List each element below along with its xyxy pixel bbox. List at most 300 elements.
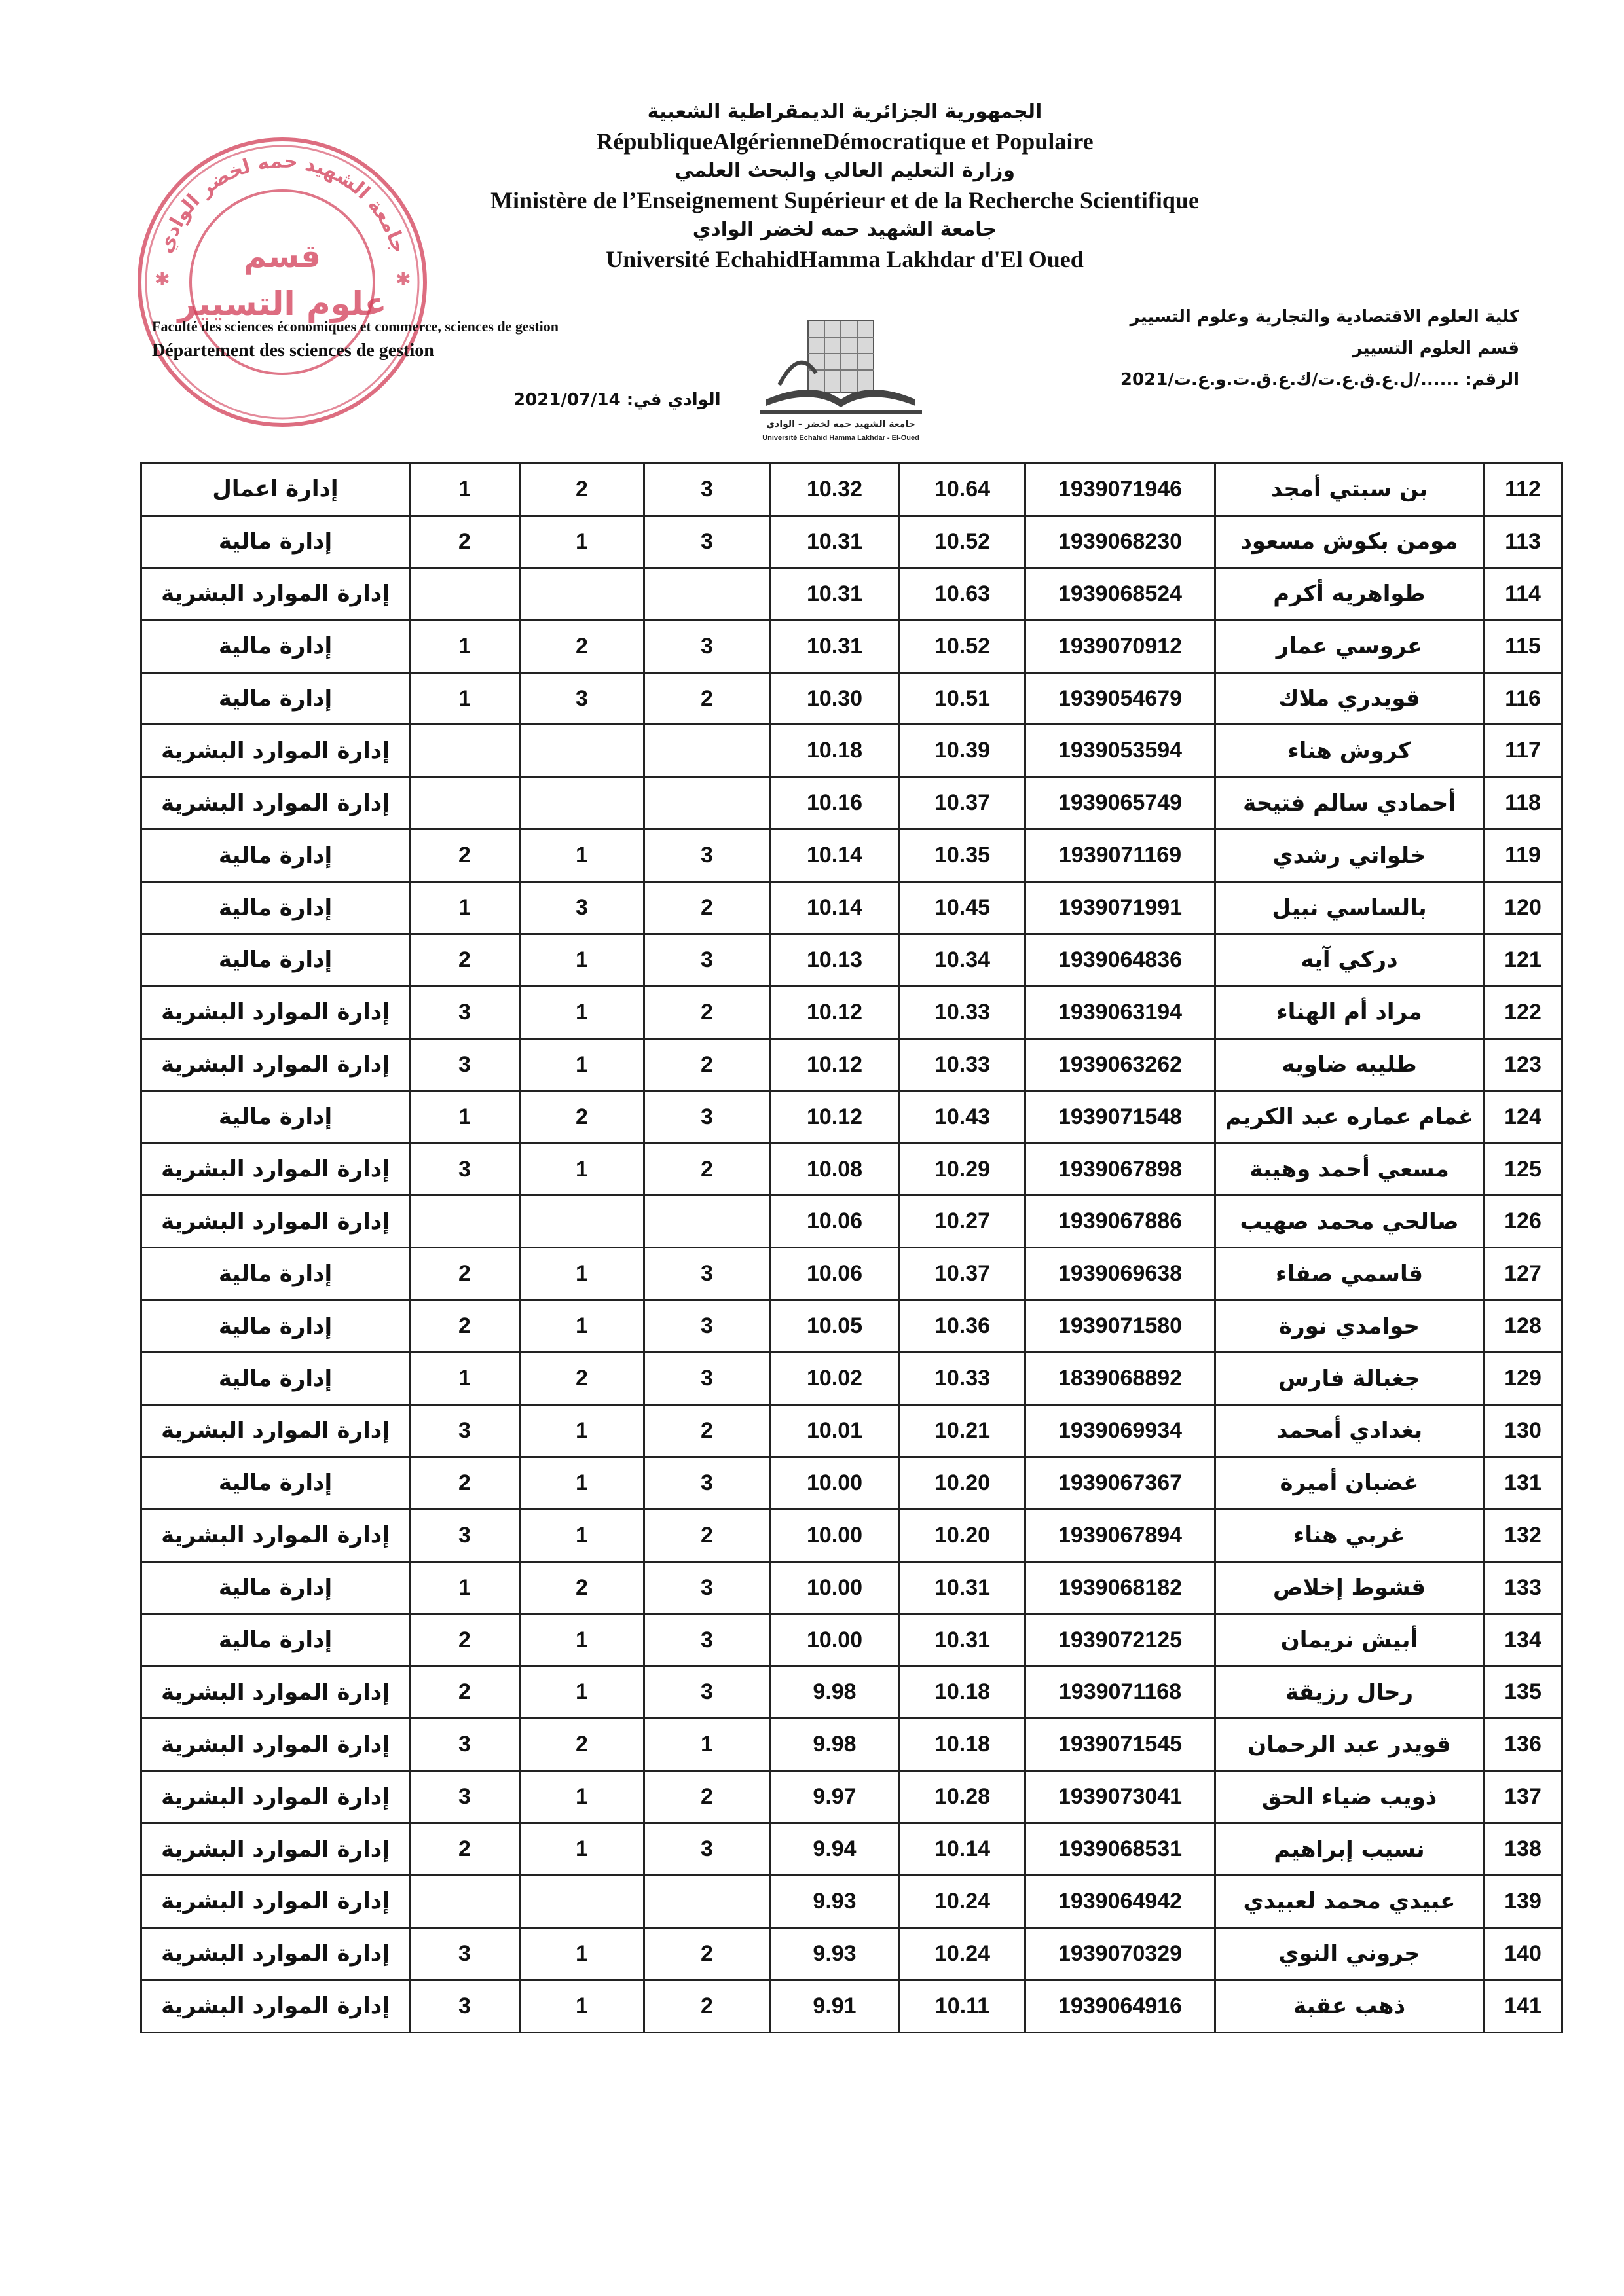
table-row — [141, 777, 1562, 829]
choice-rank-3: 3 — [410, 1509, 520, 1561]
average-grade-1: 10.24 — [900, 1876, 1025, 1928]
average-grade-1: 10.21 — [900, 1405, 1025, 1457]
table-row — [141, 1195, 1562, 1248]
choice-rank-2: 1 — [520, 1771, 644, 1823]
document-date: الوادي في: 2021/07/14 — [513, 390, 721, 410]
choice-rank-2: 3 — [520, 672, 644, 725]
choice-rank-2: 1 — [520, 515, 644, 568]
row-number: 122 — [1484, 986, 1562, 1038]
specialty: إدارة الموارد البشرية — [141, 1666, 410, 1719]
row-number: 116 — [1484, 672, 1562, 725]
table-row — [141, 1300, 1562, 1353]
specialty: إدارة الموارد البشرية — [141, 1719, 410, 1771]
choice-rank-1: 1 — [644, 1719, 770, 1771]
average-grade-1: 10.36 — [900, 1300, 1025, 1353]
specialty: إدارة الموارد البشرية — [141, 1509, 410, 1561]
student-name: غربي هناء — [1215, 1509, 1484, 1561]
choice-rank-3: 3 — [410, 1038, 520, 1091]
specialty: إدارة الموارد البشرية — [141, 1980, 410, 2032]
average-grade-2: 10.02 — [770, 1353, 900, 1405]
average-grade-1: 10.37 — [900, 777, 1025, 829]
choice-rank-1: 3 — [644, 1666, 770, 1719]
choice-rank-3 — [410, 568, 520, 620]
table-row — [141, 1823, 1562, 1876]
average-grade-1: 10.33 — [900, 1353, 1025, 1405]
average-grade-2: 10.00 — [770, 1509, 900, 1561]
student-name: ذويب ضياء الحق — [1215, 1771, 1484, 1823]
choice-rank-3 — [410, 1195, 520, 1248]
student-name: دركي آيه — [1215, 934, 1484, 987]
specialty: إدارة مالية — [141, 882, 410, 934]
average-grade-2: 10.31 — [770, 620, 900, 672]
average-grade-1: 10.33 — [900, 1038, 1025, 1091]
average-grade-2: 10.06 — [770, 1195, 900, 1248]
table-row — [141, 1771, 1562, 1823]
choice-rank-3 — [410, 725, 520, 777]
average-grade-2: 10.12 — [770, 986, 900, 1038]
choice-rank-1 — [644, 1876, 770, 1928]
department-name-ar: قسم العلوم التسيير — [1352, 338, 1519, 358]
student-name: بغدادي أمحمد — [1215, 1405, 1484, 1457]
choice-rank-1 — [644, 725, 770, 777]
department-name-fr: Département des sciences de gestion — [152, 340, 434, 361]
choice-rank-1: 3 — [644, 1457, 770, 1509]
specialty: إدارة مالية — [141, 934, 410, 987]
average-grade-1: 10.20 — [900, 1457, 1025, 1509]
student-id: 1939054679 — [1025, 672, 1215, 725]
choice-rank-2: 1 — [520, 1927, 644, 1980]
choice-rank-3: 3 — [410, 1405, 520, 1457]
table-row — [141, 1405, 1562, 1457]
specialty: إدارة مالية — [141, 1248, 410, 1300]
table-row — [141, 1509, 1562, 1561]
specialty: إدارة مالية — [141, 1353, 410, 1405]
student-name: عروسي عمار — [1215, 620, 1484, 672]
row-number: 134 — [1484, 1614, 1562, 1666]
average-grade-1: 10.18 — [900, 1666, 1025, 1719]
average-grade-2: 10.06 — [770, 1248, 900, 1300]
row-number: 129 — [1484, 1353, 1562, 1405]
choice-rank-2: 2 — [520, 1353, 644, 1405]
student-name: مسعي أحمد وهيبة — [1215, 1143, 1484, 1195]
choice-rank-3: 2 — [410, 1248, 520, 1300]
choice-rank-1: 3 — [644, 1614, 770, 1666]
document-header — [393, 98, 1297, 275]
choice-rank-3: 1 — [410, 1561, 520, 1614]
average-grade-2: 10.12 — [770, 1091, 900, 1143]
choice-rank-1: 3 — [644, 1561, 770, 1614]
average-grade-2: 10.18 — [770, 725, 900, 777]
specialty: إدارة مالية — [141, 829, 410, 882]
student-id: 1939071991 — [1025, 882, 1215, 934]
choice-rank-2: 1 — [520, 1823, 644, 1876]
row-number: 128 — [1484, 1300, 1562, 1353]
choice-rank-3: 3 — [410, 1771, 520, 1823]
choice-rank-2: 2 — [520, 464, 644, 516]
average-grade-2: 9.93 — [770, 1876, 900, 1928]
student-name: أبيش نريمان — [1215, 1614, 1484, 1666]
choice-rank-3: 2 — [410, 934, 520, 987]
average-grade-1: 10.35 — [900, 829, 1025, 882]
average-grade-2: 9.93 — [770, 1927, 900, 1980]
average-grade-2: 10.14 — [770, 829, 900, 882]
choice-rank-3: 2 — [410, 829, 520, 882]
choice-rank-1: 2 — [644, 1509, 770, 1561]
choice-rank-3 — [410, 777, 520, 829]
stamp-center-line1: قسم — [244, 238, 321, 275]
row-number: 141 — [1484, 1980, 1562, 2032]
choice-rank-1: 3 — [644, 829, 770, 882]
average-grade-2: 10.00 — [770, 1561, 900, 1614]
average-grade-1: 10.52 — [900, 620, 1025, 672]
row-number: 115 — [1484, 620, 1562, 672]
student-id: 1939072125 — [1025, 1614, 1215, 1666]
student-name: طليبه ضاويه — [1215, 1038, 1484, 1091]
choice-rank-2: 1 — [520, 1509, 644, 1561]
row-number: 123 — [1484, 1038, 1562, 1091]
average-grade-1: 10.63 — [900, 568, 1025, 620]
choice-rank-3: 2 — [410, 1614, 520, 1666]
choice-rank-3: 2 — [410, 1666, 520, 1719]
average-grade-1: 10.34 — [900, 934, 1025, 987]
choice-rank-2: 1 — [520, 1666, 644, 1719]
student-name: بن سبتي أمجد — [1215, 464, 1484, 516]
table-row — [141, 1876, 1562, 1928]
student-id: 1939053594 — [1025, 725, 1215, 777]
average-grade-1: 10.51 — [900, 672, 1025, 725]
specialty: إدارة مالية — [141, 1614, 410, 1666]
specialty: إدارة الموارد البشرية — [141, 777, 410, 829]
svg-text:✱: ✱ — [396, 268, 411, 290]
specialty: إدارة الموارد البشرية — [141, 725, 410, 777]
average-grade-1: 10.33 — [900, 986, 1025, 1038]
student-name: غضبان أميرة — [1215, 1457, 1484, 1509]
choice-rank-1: 3 — [644, 620, 770, 672]
table-row — [141, 1457, 1562, 1509]
choice-rank-2 — [520, 1876, 644, 1928]
average-grade-2: 9.98 — [770, 1719, 900, 1771]
average-grade-2: 9.94 — [770, 1823, 900, 1876]
university-logo — [753, 308, 929, 445]
student-name: مومن بكوش مسعود — [1215, 515, 1484, 568]
student-id: 1939067886 — [1025, 1195, 1215, 1248]
choice-rank-1: 2 — [644, 1405, 770, 1457]
university-stamp — [128, 128, 436, 436]
average-grade-1: 10.11 — [900, 1980, 1025, 2032]
specialty: إدارة الموارد البشرية — [141, 1143, 410, 1195]
student-name: عبيدي محمد لعبيدي — [1215, 1876, 1484, 1928]
choice-rank-3: 1 — [410, 1091, 520, 1143]
choice-rank-1 — [644, 568, 770, 620]
header-university-fr: Université EchahidHamma Lakhdar d'El Oued — [606, 246, 1084, 272]
row-number: 136 — [1484, 1719, 1562, 1771]
table-row — [141, 1561, 1562, 1614]
table-row — [141, 882, 1562, 934]
choice-rank-1: 2 — [644, 1771, 770, 1823]
average-grade-2: 10.31 — [770, 515, 900, 568]
choice-rank-2: 2 — [520, 1719, 644, 1771]
average-grade-2: 10.31 — [770, 568, 900, 620]
average-grade-1: 10.45 — [900, 882, 1025, 934]
header-republic-ar: الجمهورية الجزائرية الديمقراطية الشعبية — [647, 100, 1043, 123]
choice-rank-1: 3 — [644, 1353, 770, 1405]
choice-rank-3: 3 — [410, 1927, 520, 1980]
specialty: إدارة اعمال — [141, 464, 410, 516]
average-grade-1: 10.27 — [900, 1195, 1025, 1248]
student-id: 1939071169 — [1025, 829, 1215, 882]
choice-rank-3: 3 — [410, 1980, 520, 2032]
student-id: 1939067367 — [1025, 1457, 1215, 1509]
average-grade-1: 10.20 — [900, 1509, 1025, 1561]
specialty: إدارة الموارد البشرية — [141, 986, 410, 1038]
student-name: قاسمي صفاء — [1215, 1248, 1484, 1300]
choice-rank-1: 2 — [644, 986, 770, 1038]
student-id: 1939068182 — [1025, 1561, 1215, 1614]
student-name: حوامدي نورة — [1215, 1300, 1484, 1353]
row-number: 113 — [1484, 515, 1562, 568]
average-grade-2: 9.91 — [770, 1980, 900, 2032]
student-id: 1939064836 — [1025, 934, 1215, 987]
student-id: 1939068524 — [1025, 568, 1215, 620]
row-number: 132 — [1484, 1509, 1562, 1561]
specialty: إدارة الموارد البشرية — [141, 1876, 410, 1928]
student-name: قويدري ملاك — [1215, 672, 1484, 725]
table-row — [141, 672, 1562, 725]
average-grade-1: 10.29 — [900, 1143, 1025, 1195]
faculty-info-ar — [1120, 301, 1519, 395]
faculty-name-fr: Faculté des sciences économiques et commerce, sciences de gestion — [152, 318, 559, 335]
table-row — [141, 1353, 1562, 1405]
table-row — [141, 1038, 1562, 1091]
choice-rank-1: 2 — [644, 1927, 770, 1980]
logo-caption-fr: Université Echahid Hamma Lakhdar - El-Oued — [762, 434, 919, 442]
specialty: إدارة مالية — [141, 1457, 410, 1509]
choice-rank-3: 1 — [410, 672, 520, 725]
specialty: إدارة مالية — [141, 515, 410, 568]
choice-rank-2: 2 — [520, 620, 644, 672]
choice-rank-1: 2 — [644, 672, 770, 725]
average-grade-2: 10.13 — [770, 934, 900, 987]
student-id: 1939067898 — [1025, 1143, 1215, 1195]
choice-rank-2: 1 — [520, 986, 644, 1038]
specialty: إدارة مالية — [141, 1300, 410, 1353]
specialty: إدارة مالية — [141, 672, 410, 725]
student-id: 1939071168 — [1025, 1666, 1215, 1719]
row-number: 118 — [1484, 777, 1562, 829]
student-name: خلواتي رشدي — [1215, 829, 1484, 882]
choice-rank-2: 1 — [520, 1614, 644, 1666]
student-name: جغبالة فارس — [1215, 1353, 1484, 1405]
average-grade-1: 10.52 — [900, 515, 1025, 568]
table-row — [141, 1927, 1562, 1980]
specialty: إدارة الموارد البشرية — [141, 1771, 410, 1823]
choice-rank-1: 3 — [644, 934, 770, 987]
table-row — [141, 568, 1562, 620]
average-grade-2: 10.00 — [770, 1457, 900, 1509]
average-grade-1: 10.43 — [900, 1091, 1025, 1143]
choice-rank-3: 3 — [410, 1143, 520, 1195]
row-number: 135 — [1484, 1666, 1562, 1719]
specialty: إدارة الموارد البشرية — [141, 1823, 410, 1876]
faculty-info-fr — [152, 316, 559, 364]
row-number: 133 — [1484, 1561, 1562, 1614]
table-row — [141, 1980, 1562, 2032]
choice-rank-3: 2 — [410, 515, 520, 568]
faculty-name-ar: كلية العلوم الاقتصادية والتجارية وعلوم التسيير — [1130, 307, 1519, 327]
specialty: إدارة مالية — [141, 1561, 410, 1614]
table-row — [141, 986, 1562, 1038]
student-name: غمام عماره عبد الكريم — [1215, 1091, 1484, 1143]
choice-rank-3: 1 — [410, 882, 520, 934]
students-table-body — [141, 464, 1562, 2033]
choice-rank-1: 3 — [644, 1300, 770, 1353]
student-name: أحمادي سالم فتيحة — [1215, 777, 1484, 829]
specialty: إدارة الموارد البشرية — [141, 1927, 410, 1980]
average-grade-1: 10.14 — [900, 1823, 1025, 1876]
student-name: نسيب إبراهيم — [1215, 1823, 1484, 1876]
choice-rank-2: 1 — [520, 829, 644, 882]
student-id: 1939063262 — [1025, 1038, 1215, 1091]
specialty: إدارة الموارد البشرية — [141, 568, 410, 620]
header-ministry-fr: Ministère de l’Enseignement Supérieur et de la Recherche Scientifique — [490, 187, 1199, 213]
average-grade-1: 10.28 — [900, 1771, 1025, 1823]
student-name: جروني النوي — [1215, 1927, 1484, 1980]
student-id: 1939065749 — [1025, 777, 1215, 829]
choice-rank-3: 1 — [410, 464, 520, 516]
choice-rank-2: 1 — [520, 934, 644, 987]
student-id: 1939073041 — [1025, 1771, 1215, 1823]
average-grade-2: 9.98 — [770, 1666, 900, 1719]
row-number: 139 — [1484, 1876, 1562, 1928]
average-grade-1: 10.39 — [900, 725, 1025, 777]
table-row — [141, 1719, 1562, 1771]
average-grade-1: 10.31 — [900, 1614, 1025, 1666]
table-row — [141, 725, 1562, 777]
choice-rank-2 — [520, 777, 644, 829]
choice-rank-3: 2 — [410, 1457, 520, 1509]
row-number: 124 — [1484, 1091, 1562, 1143]
choice-rank-1: 3 — [644, 464, 770, 516]
average-grade-2: 10.01 — [770, 1405, 900, 1457]
choice-rank-3 — [410, 1876, 520, 1928]
student-id: 1939071548 — [1025, 1091, 1215, 1143]
specialty: إدارة مالية — [141, 620, 410, 672]
stamp-ring-text: جامعة الشهيد حمه لخضر الوادي — [153, 149, 411, 257]
choice-rank-1: 3 — [644, 515, 770, 568]
row-number: 119 — [1484, 829, 1562, 882]
choice-rank-1 — [644, 1195, 770, 1248]
choice-rank-2: 2 — [520, 1561, 644, 1614]
row-number: 127 — [1484, 1248, 1562, 1300]
choice-rank-2: 1 — [520, 1405, 644, 1457]
student-id: 1939068531 — [1025, 1823, 1215, 1876]
table-row — [141, 515, 1562, 568]
row-number: 138 — [1484, 1823, 1562, 1876]
student-id: 1939069934 — [1025, 1405, 1215, 1457]
row-number: 114 — [1484, 568, 1562, 620]
choice-rank-2: 1 — [520, 1457, 644, 1509]
choice-rank-2: 2 — [520, 1091, 644, 1143]
choice-rank-3: 1 — [410, 1353, 520, 1405]
table-row — [141, 1614, 1562, 1666]
specialty: إدارة الموارد البشرية — [141, 1038, 410, 1091]
row-number: 131 — [1484, 1457, 1562, 1509]
student-name: صالحي محمد صهيب — [1215, 1195, 1484, 1248]
student-id: 1939064916 — [1025, 1980, 1215, 2032]
average-grade-2: 10.12 — [770, 1038, 900, 1091]
choice-rank-3: 1 — [410, 620, 520, 672]
average-grade-2: 9.97 — [770, 1771, 900, 1823]
students-table — [140, 462, 1563, 2033]
stamp-center-line2: علوم التسيير — [177, 285, 387, 323]
average-grade-1: 10.37 — [900, 1248, 1025, 1300]
table-row — [141, 829, 1562, 882]
row-number: 112 — [1484, 464, 1562, 516]
header-ministry-ar: وزارة التعليم العالي والبحث العلمي — [674, 159, 1016, 182]
table-row — [141, 620, 1562, 672]
choice-rank-1: 2 — [644, 1980, 770, 2032]
student-id: 1939071946 — [1025, 464, 1215, 516]
choice-rank-1: 3 — [644, 1823, 770, 1876]
student-name: ذهب عقبة — [1215, 1980, 1484, 2032]
student-id: 1939063194 — [1025, 986, 1215, 1038]
choice-rank-1: 2 — [644, 1143, 770, 1195]
row-number: 125 — [1484, 1143, 1562, 1195]
specialty: إدارة الموارد البشرية — [141, 1405, 410, 1457]
student-name: رحال رزيقة — [1215, 1666, 1484, 1719]
row-number: 137 — [1484, 1771, 1562, 1823]
average-grade-2: 10.14 — [770, 882, 900, 934]
choice-rank-2 — [520, 568, 644, 620]
table-row — [141, 464, 1562, 516]
table-row — [141, 1143, 1562, 1195]
choice-rank-2: 1 — [520, 1248, 644, 1300]
specialty: إدارة الموارد البشرية — [141, 1195, 410, 1248]
row-number: 130 — [1484, 1405, 1562, 1457]
student-id: 1939070329 — [1025, 1927, 1215, 1980]
choice-rank-3: 3 — [410, 986, 520, 1038]
choice-rank-2 — [520, 1195, 644, 1248]
choice-rank-2: 1 — [520, 1143, 644, 1195]
choice-rank-3: 2 — [410, 1823, 520, 1876]
average-grade-1: 10.31 — [900, 1561, 1025, 1614]
header-university-ar: جامعة الشهيد حمه لخضر الوادي — [692, 218, 997, 241]
student-name: مراد أم الهناء — [1215, 986, 1484, 1038]
student-id: 1939070912 — [1025, 620, 1215, 672]
reference-number: الرقم: ....../ل.ع.ق.ع.ت/ك.ع.ق.ت.و.ع.ت/2021 — [1120, 370, 1519, 390]
table-row — [141, 1091, 1562, 1143]
logo-caption-ar: جامعة الشهيد حمه لخضر - الوادي — [766, 419, 915, 429]
student-id: 1939067894 — [1025, 1509, 1215, 1561]
student-name: كروش هناء — [1215, 725, 1484, 777]
average-grade-1: 10.64 — [900, 464, 1025, 516]
specialty: إدارة مالية — [141, 1091, 410, 1143]
row-number: 126 — [1484, 1195, 1562, 1248]
average-grade-2: 10.00 — [770, 1614, 900, 1666]
average-grade-2: 10.32 — [770, 464, 900, 516]
row-number: 140 — [1484, 1927, 1562, 1980]
student-id: 1939071580 — [1025, 1300, 1215, 1353]
choice-rank-1: 2 — [644, 1038, 770, 1091]
row-number: 117 — [1484, 725, 1562, 777]
student-id: 1939064942 — [1025, 1876, 1215, 1928]
student-name: قشوط إخلاص — [1215, 1561, 1484, 1614]
student-id: 1839068892 — [1025, 1353, 1215, 1405]
row-number: 120 — [1484, 882, 1562, 934]
choice-rank-2: 1 — [520, 1300, 644, 1353]
average-grade-1: 10.18 — [900, 1719, 1025, 1771]
student-id: 1939071545 — [1025, 1719, 1215, 1771]
